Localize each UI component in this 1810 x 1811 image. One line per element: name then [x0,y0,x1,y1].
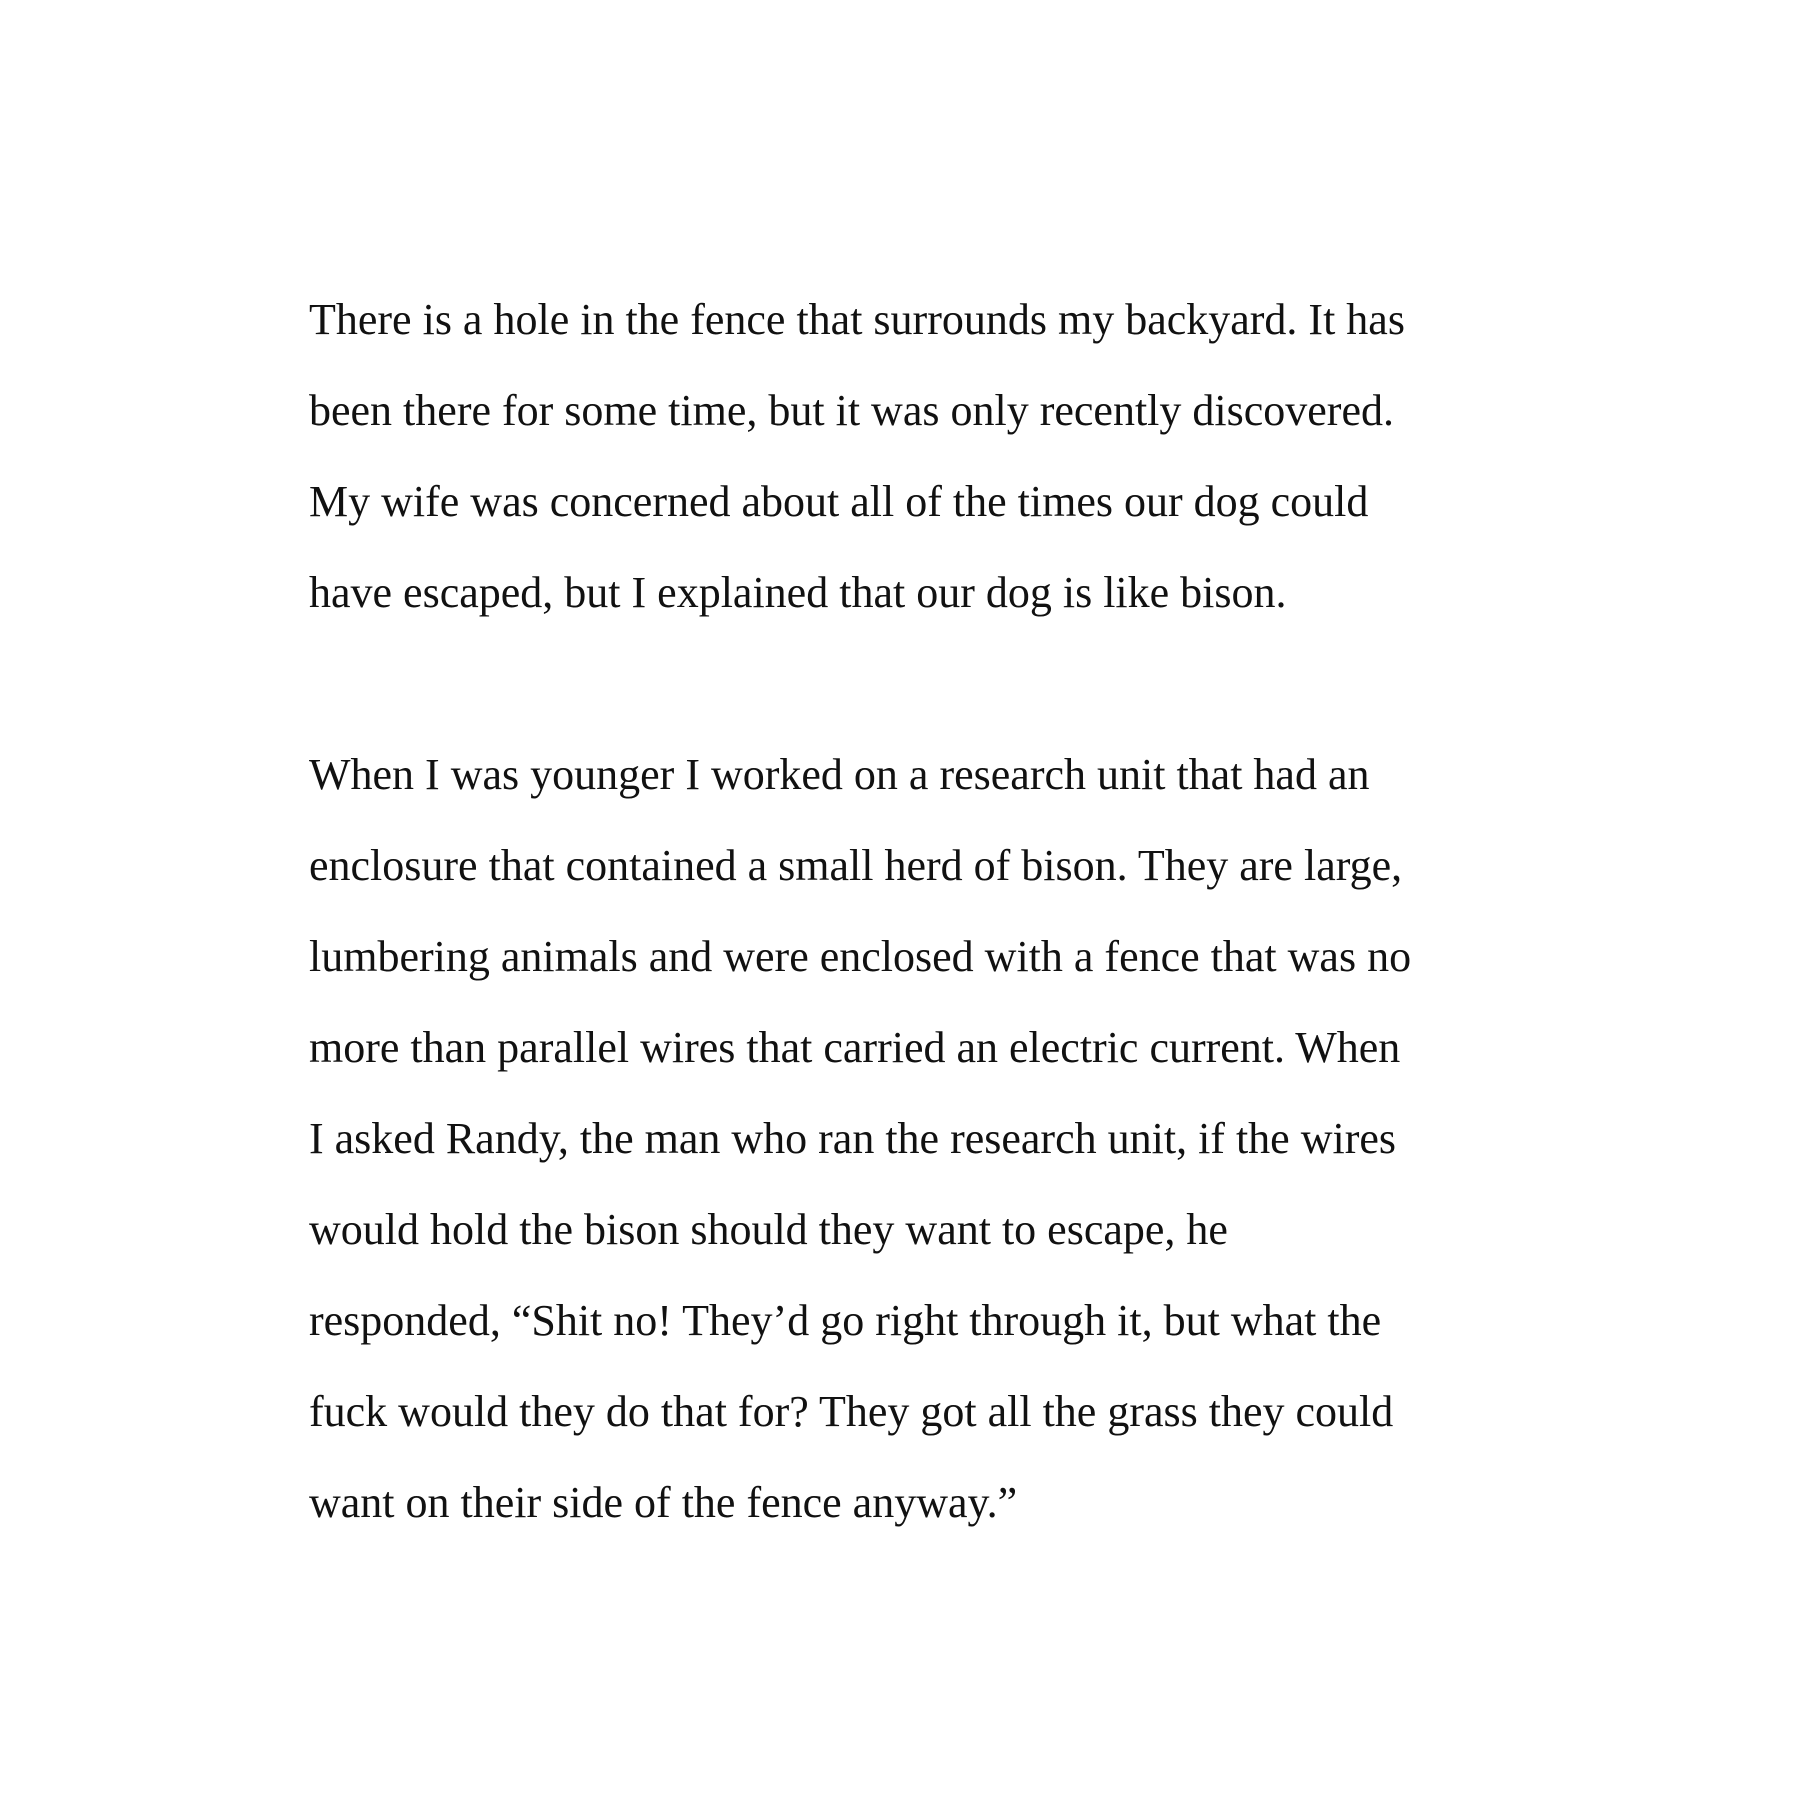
text-line: have escaped, but I explained that our dog is like bison. [309,568,1287,617]
text-line: enclosure that contained a small herd of bison. They are large, [309,841,1403,890]
text-line: There is a hole in the fence that surrounds my backyard. It has [309,295,1405,344]
document-body [309,274,1509,1548]
text-line: responded, “Shit no! They’d go right through it, but what the [309,1296,1382,1345]
text-line: been there for some time, but it was only recently discovered. [309,386,1394,435]
text-line: When I was younger I worked on a research unit that had an [309,750,1370,799]
text-line: I asked Randy, the man who ran the research unit, if the wires [309,1114,1397,1163]
text-line: fuck would they do that for? They got all the grass they could [309,1387,1394,1436]
text-line: would hold the bison should they want to escape, he [309,1205,1228,1254]
paragraph-fence-hole [309,274,1509,638]
text-line: lumbering animals and were enclosed with a fence that was no [309,932,1412,981]
text-line: more than parallel wires that carried an electric current. When [309,1023,1401,1072]
text-line: My wife was concerned about all of the times our dog could [309,477,1369,526]
text-line: want on their side of the fence anyway.” [309,1478,1018,1527]
paragraph-bison-story [309,729,1509,1548]
